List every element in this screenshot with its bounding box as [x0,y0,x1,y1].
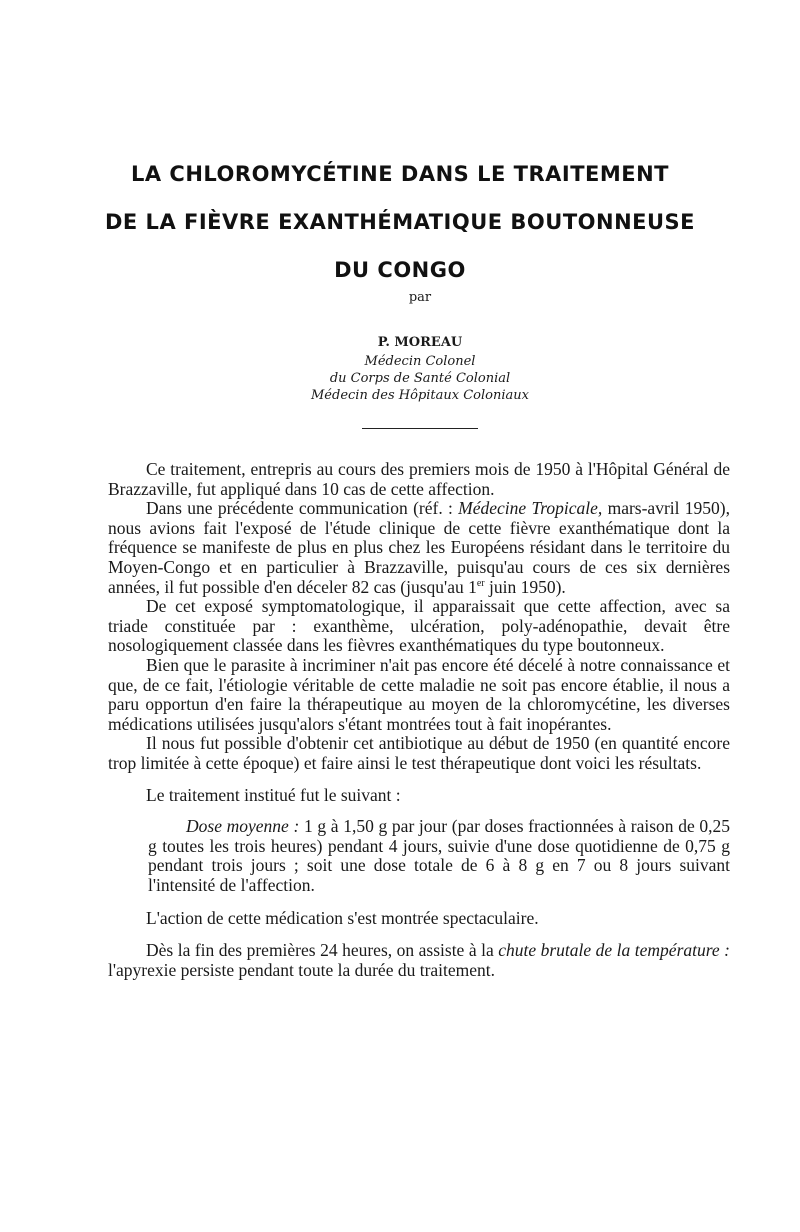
p2-part-c: juin 1950). [484,576,566,597]
paragraph-5: Il nous fut possible d'obtenir cet antibiotique au début de 1950 (en quantité encore trop limitée à cette époque) et faire ainsi le test thérapeutique dont voici les résultats. [108,733,730,773]
p9-part-a: Dès la fin des premières 24 heures, on assiste à la [146,940,499,961]
paragraph-8: L'action de cette médication s'est montrée spectaculaire. [146,908,539,929]
paragraph-2 [108,499,730,597]
paragraph-dose [108,817,730,895]
p2-part-a: Dans une précédente communication (réf. : [146,498,459,519]
dose-text: 1 g à 1,50 g par jour (par doses fractionnées à raison de 0,25 g toutes les trois heures) pendant 4 jours, suivie d'une dose quotidienne de 0,75 g pendant trois jours ; soit une dose totale de 6 à 8 g en 7 ou 8 jours suivant l'intensité de l'affection. [148,816,730,895]
journal-reference: Médecine Tropicale, [458,498,603,519]
by-label: par [408,290,432,305]
title-line-2: DE LA FIÈVRE EXANTHÉMATIQUE BOUTONNEUSE [104,210,696,234]
p9-part-b: l'apyrexie persiste pendant toute la durée du traitement. [108,959,496,980]
title-line-1: LA CHLOROMYCÉTINE DANS LE TRAITEMENT [130,162,670,186]
author-affiliation [0,353,800,404]
dose-label: Dose moyenne : [186,816,300,837]
p9-emphasis: chute brutale de la température : [498,940,730,961]
p2-part-b: mars-avril 1950), nous avions fait l'exposé de l'étude clinique de cette fièvre exanthématique dont la fréquence se manifeste de plus en plus chez les Européens résidant dans le territoire du Moyen-Congo et en particulier à Brazzaville, puisqu'au cours de ces six dernières années, il fut possible d'en déceler 82 cas (jusqu'au 1 [108,498,730,597]
affiliation-line-3: Médecin des Hôpitaux Coloniaux [311,388,529,403]
affiliation-line-2: du Corps de Santé Colonial [329,371,511,386]
affiliation-line-1: Médecin Colonel [364,354,476,369]
paragraph-1: Ce traitement, entrepris au cours des premiers mois de 1950 à l'Hôpital Général de Brazzaville, fut appliqué dans 10 cas de cette affection. [108,459,730,499]
paragraph-4: Bien que le parasite à incriminer n'ait pas encore été décelé à notre connaissance et que, de ce fait, l'étiologie véritable de cette maladie ne soit pas encore établie, il nous a paru opportun d'en faire la thérapeutique au moyen de la chloromycétine, les diverses médications utilisées jusqu'alors s'étant montrées tout à fait inopérantes. [108,654,730,734]
paragraph-6: Le traitement institué fut le suivant : [146,784,401,805]
article-title [0,150,800,294]
p2-superscript: er [476,577,485,589]
paragraph-9 [108,941,730,980]
paragraph-3: De cet exposé symptomatologique, il apparaissait que cette affection, avec sa triade constituée par : exanthème, ulcération, poly-adénopathie, devait être nosologiquement classée dans les fièvres exanthématiques du type boutonneux. [108,596,730,656]
article-body [108,460,730,980]
author-name: P. MOREAU [377,335,463,350]
title-separator-rule [362,428,478,429]
title-line-3: DU CONGO [334,258,466,282]
